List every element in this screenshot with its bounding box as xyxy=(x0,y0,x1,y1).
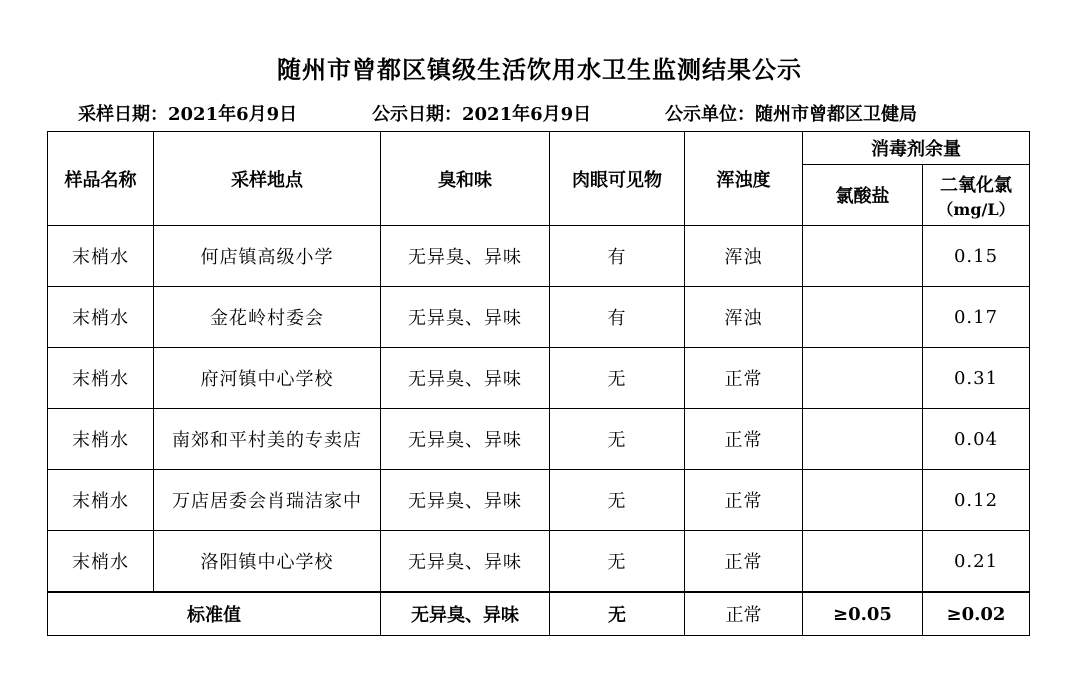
cell-turbidity: 正常 xyxy=(685,409,803,470)
cell-visible-matter: 有 xyxy=(550,226,685,287)
cell-chlorate xyxy=(803,470,923,531)
cell-visible-matter: 无 xyxy=(550,470,685,531)
cell-sample-name: 末梢水 xyxy=(48,531,154,593)
standard-chlorine-dioxide: ≥0.02 xyxy=(923,592,1030,636)
sample-date: 采样日期：2021年6月9日 xyxy=(78,104,298,125)
cell-chlorine-dioxide: 0.17 xyxy=(923,287,1030,348)
cell-location: 洛阳镇中心学校 xyxy=(154,531,381,593)
cell-location: 万店居委会肖瑞洁家中 xyxy=(154,470,381,531)
cell-sample-name: 末梢水 xyxy=(48,348,154,409)
header-location: 采样地点 xyxy=(154,132,381,226)
table-row xyxy=(48,287,1030,348)
standard-visible-matter: 无 xyxy=(550,592,685,636)
cell-sample-name: 末梢水 xyxy=(48,287,154,348)
header-odor: 臭和味 xyxy=(381,132,550,226)
cell-chlorine-dioxide: 0.15 xyxy=(923,226,1030,287)
header-chlorine-dioxide xyxy=(923,165,1030,226)
cell-visible-matter: 无 xyxy=(550,348,685,409)
table-row xyxy=(48,409,1030,470)
cell-location: 府河镇中心学校 xyxy=(154,348,381,409)
cell-odor: 无异臭、异味 xyxy=(381,470,550,531)
cell-chlorate xyxy=(803,409,923,470)
cell-sample-name: 末梢水 xyxy=(48,470,154,531)
table-row xyxy=(48,531,1030,593)
cell-visible-matter: 有 xyxy=(550,287,685,348)
results-table xyxy=(47,131,1030,636)
cell-odor: 无异臭、异味 xyxy=(381,531,550,593)
header-chlorine-dioxide-label: 二氧化氯 xyxy=(940,174,1012,196)
cell-visible-matter: 无 xyxy=(550,531,685,593)
cell-chlorate xyxy=(803,226,923,287)
cell-chlorine-dioxide: 0.21 xyxy=(923,531,1030,593)
cell-chlorate xyxy=(803,348,923,409)
cell-odor: 无异臭、异味 xyxy=(381,348,550,409)
publish-unit: 公示单位：随州市曾都区卫健局 xyxy=(665,104,917,125)
header-sample-name: 样品名称 xyxy=(48,132,154,226)
page-title: 随州市曾都区镇级生活饮用水卫生监测结果公示 xyxy=(277,55,802,84)
standard-turbidity: 正常 xyxy=(685,592,803,636)
cell-chlorine-dioxide: 0.04 xyxy=(923,409,1030,470)
header-turbidity: 浑浊度 xyxy=(685,132,803,226)
cell-turbidity: 浑浊 xyxy=(685,226,803,287)
header-disinfectant-residual: 消毒剂余量 xyxy=(803,132,1030,165)
header-chlorate: 氯酸盐 xyxy=(803,165,923,226)
cell-odor: 无异臭、异味 xyxy=(381,409,550,470)
cell-visible-matter: 无 xyxy=(550,409,685,470)
cell-turbidity: 正常 xyxy=(685,470,803,531)
header-visible-matter: 肉眼可见物 xyxy=(550,132,685,226)
standard-label: 标准值 xyxy=(48,592,381,636)
cell-odor: 无异臭、异味 xyxy=(381,226,550,287)
table-row xyxy=(48,226,1030,287)
cell-odor: 无异臭、异味 xyxy=(381,287,550,348)
standard-row xyxy=(48,592,1030,636)
cell-chlorate xyxy=(803,531,923,593)
cell-chlorine-dioxide: 0.31 xyxy=(923,348,1030,409)
header-chlorine-dioxide-unit: （mg/L） xyxy=(937,199,1015,219)
cell-chlorate xyxy=(803,287,923,348)
cell-location: 何店镇高级小学 xyxy=(154,226,381,287)
table-row xyxy=(48,348,1030,409)
cell-location: 南郊和平村美的专卖店 xyxy=(154,409,381,470)
standard-odor: 无异臭、异味 xyxy=(381,592,550,636)
publish-date: 公示日期：2021年6月9日 xyxy=(372,104,592,125)
cell-turbidity: 正常 xyxy=(685,348,803,409)
standard-chlorate: ≥0.05 xyxy=(803,592,923,636)
table-row xyxy=(48,470,1030,531)
cell-location: 金花岭村委会 xyxy=(154,287,381,348)
cell-turbidity: 浑浊 xyxy=(685,287,803,348)
cell-sample-name: 末梢水 xyxy=(48,226,154,287)
cell-chlorine-dioxide: 0.12 xyxy=(923,470,1030,531)
cell-turbidity: 正常 xyxy=(685,531,803,593)
cell-sample-name: 末梢水 xyxy=(48,409,154,470)
